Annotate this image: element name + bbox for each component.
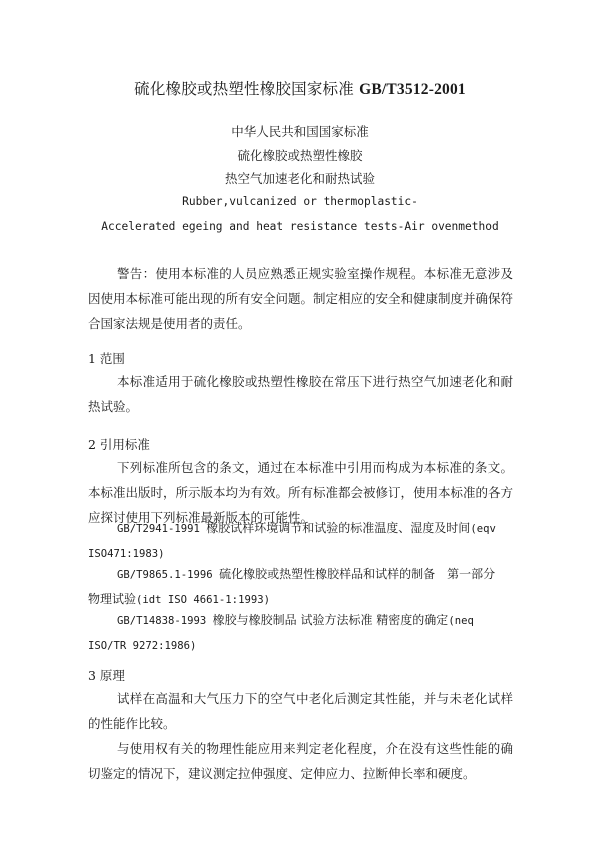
reference-3-equivalence: (neq ISO/TR 9272:1986) — [88, 615, 474, 652]
document-title — [0, 79, 600, 100]
header-test-name: 热空气加速老化和耐热试验 — [224, 171, 375, 186]
reference-1-title: 橡胶试样环境调节和试验的标准温度、湿度及时间 — [206, 521, 471, 535]
reference-3-title: 橡胶与橡胶制品 试验方法标准 精密度的确定 — [212, 613, 449, 627]
reference-item-3 — [88, 609, 513, 658]
section-3-body-1: 试样在高温和大气压力下的空气中老化后测定其性能，并与未老化试样的性能作比较。 — [88, 691, 513, 731]
title-chinese: 硫化橡胶或热塑性橡胶国家标准 — [134, 80, 360, 98]
reference-item-1 — [88, 517, 513, 566]
warning-paragraph: 警告：使用本标准的人员应熟悉正规实验室操作规程。本标准无意涉及因使用本标准可能出现的所有安全问题。制定相应的安全和健康制度并确保符合国家法规是使用者的责任。 — [88, 266, 514, 331]
reference-1-code: GB/T2941-1991 — [117, 523, 207, 535]
header-national-standard: 中华人民共和国国家标准 — [231, 124, 369, 139]
reference-2-equivalence: (idt ISO 4661-1:1993) — [136, 593, 270, 606]
title-standard-code: GB/T3512-2001 — [359, 81, 466, 98]
reference-3-code: GB/T14838-1993 — [117, 615, 213, 627]
reference-item-2 — [88, 563, 513, 612]
reference-2-code: GB/T9865.1-1996 — [117, 569, 220, 581]
section-1-body: 本标准适用于硫化橡胶或热塑性橡胶在常压下进行热空气加速老化和耐热试验。 — [88, 374, 513, 414]
header-english-line2: Accelerated egeing and heat resistance tests-Air ovenmethod — [101, 220, 499, 233]
reference-2-title: 硫化橡胶或热塑性橡胶样品和试样的制备 第一部分 物理试验 — [88, 567, 508, 606]
section-3-body-2: 与使用权有关的物理性能应用来判定老化程度，介在没有这些性能的确切鉴定的情况下，建议测定拉伸强度、定伸应力、拉断伸长率和硬度。 — [88, 741, 513, 781]
section-2-body: 下列标准所包含的条文，通过在本标准中引用而构成为本标准的条文。本标准出版时，所示版本均为有效。所有标准都会被修订，使用本标准的各方应探讨使用下列标准最新版本的可能性。 — [88, 460, 514, 525]
section-2-heading: 2 引用标准 — [88, 437, 150, 452]
section-3-heading: 3 原理 — [88, 668, 125, 683]
header-english-line1: Rubber,vulcanized or thermoplastic- — [182, 195, 418, 208]
section-1-heading: 1 范围 — [88, 351, 125, 366]
header-rubber-type: 硫化橡胶或热塑性橡胶 — [237, 148, 363, 163]
reference-1-equivalence: (eqv ISO471:1983) — [88, 523, 496, 560]
